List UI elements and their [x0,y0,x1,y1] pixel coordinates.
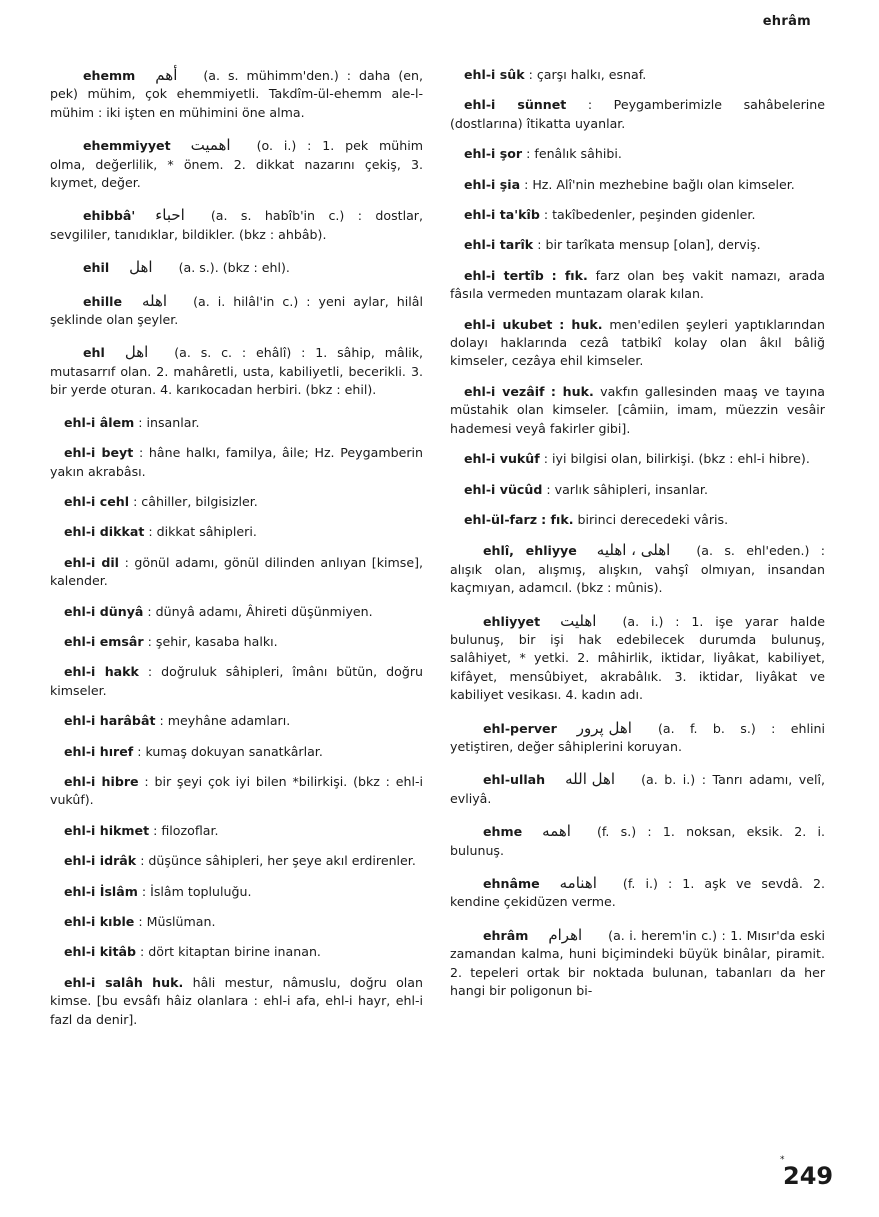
entry-definition: : gönül adamı, gönül dilinden anlıyan [kimse], kalender. [50,554,424,589]
entry-definition: : İslâm topluluğu. [141,883,252,899]
entry-headword: ehl-i tarîk [464,237,534,253]
entry-definition: (a. s.). (bkz : ehl). [178,260,290,276]
dictionary-entry [50,633,423,651]
dictionary-entry [450,926,825,1001]
dictionary-entry [450,511,825,529]
entry-definition: (f. s.) : 1. noksan, eksik. 2. i. bulunuş. [450,824,825,858]
entry-definition: : dikkat sâhipleri. [148,524,257,540]
entry-headword: ehl-i ukubet [464,316,553,332]
entry-definition: : çarşı halkı, esnaf. [528,67,647,82]
entry-headword: ehemm [83,68,136,83]
running-head: ehrâm [762,14,811,29]
entry-arabic-script: اهمه [542,822,571,841]
entry-domain-label: : huk. [550,383,594,399]
entry-arabic-script: اهل الله [565,770,616,789]
dictionary-entry [50,414,423,432]
dictionary-entry [50,493,423,511]
dictionary-entry [50,136,423,192]
entry-headword: ehl-i kitâb [64,944,136,960]
entry-definition: (a. s. habîb'in c.) : dostlar, sevgililer, tanıdıklar, bildikler. (bkz : ahbâb). [50,208,423,242]
entry-definition: : iyi bilgisi olan, bilirkişi. (bkz : ehl-i hibre). [543,451,810,467]
dictionary-entry [50,343,423,399]
entry-definition: : bir tarîkata mensup [olan], derviş. [537,237,761,253]
entry-headword: ehl-i sûk [464,67,525,82]
dictionary-entry [50,852,423,870]
entry-headword: ehibbâ' [83,208,136,224]
dictionary-entry [450,206,825,224]
entry-headword: ehl-i İslâm [64,883,138,899]
dictionary-entry [50,603,423,621]
dictionary-entry [450,874,825,912]
entry-definition: (a. i. hilâl'in c.) : yeni aylar, hilâl şeklinde olan şeyler. [50,293,423,328]
entry-definition: : doğruluk sâhipleri, îmânı bütün, doğru kimseler. [50,664,423,698]
entry-headword: ehl-i dil [64,554,119,570]
entry-headword: ehl-perver [483,720,557,736]
dictionary-entry [50,883,423,901]
dictionary-entry [50,444,423,481]
dictionary-entry [50,974,423,1029]
entry-headword: ehl-i hakk [64,664,139,680]
entry-definition: men'edilen şeyleri yaptıklarından dolayı haklarında cezâ tatbikî kolay olan âkıl bâliğ kimseler, cezâya ehil kimseler. [450,316,825,369]
entry-definition: : Müslüman. [138,914,216,929]
entry-definition: (a. s. mühimm'den.) : daha (en, pek) mühim, çok ehemmiyetli. Takdîm-ül-ehemm ale-l-mühim : iki işten en mühimini öne alma. [50,68,423,120]
entry-definition: (a. s. c. : ehâlî) : 1. sâhip, mâlik, mutasarrıf olan. 2. mahâretli, usta, kabiliyetli, becerikli. 3. bir yerde oturan. 4. karıkocadan herbiri. (bkz : ehil). [50,345,423,398]
entry-definition: birinci derecedeki vâris. [577,511,729,527]
entry-headword: ehl-i vücûd [464,481,543,497]
entry-headword: ehl-i vezâif [464,383,545,399]
dictionary-entry [450,66,825,84]
entry-definition: farz olan beş vakit namazı, arada fâsıla vermeden muntazam olarak kılan. [450,267,825,302]
entry-headword: ehrâm [483,927,529,943]
entry-arabic-script: اهرام [548,925,583,944]
dictionary-entry [450,822,825,860]
entry-arabic-script: احباء [155,206,185,225]
entry-definition: hâli mestur, nâmuslu, doğru olan kimse. [bu evsâfı hâiz olanlara : ehl-i afa, ehl-i hayr, ehl-i fazl da denir]. [50,974,423,1027]
dictionary-entry [50,712,423,730]
entry-definition: : insanlar. [138,414,200,430]
dictionary-entry [450,236,825,254]
entry-definition: vakfın gallesinden maaş ve tayına müstahik olan kimseler. [câmiin, imam, müezzin vesâir hademesi veyâ fakirler gibi]. [450,383,825,436]
entry-headword: ehl-i vukûf [464,451,540,467]
dictionary-entry [50,258,423,277]
entry-headword: ehl-i şor [464,146,523,162]
entry-headword: ehl-i idrâk [64,853,137,869]
entry-headword: ehl-i harâbât [64,713,156,729]
entry-definition: : Hz. Alî'nin mezhebine bağlı olan kimseler. [524,176,795,192]
dictionary-entry [50,773,423,810]
dictionary-entry [50,943,423,961]
entry-headword: ehemmiyyet [83,138,171,154]
right-column [450,66,825,1014]
entry-headword: ehl-i beyt [64,445,134,461]
entry-definition: (o. i.) : 1. pek mühim olma, değerlilik, * önem. 2. dikkat nazarını çekiş, 3. kıymet, değer. [50,138,423,191]
entry-domain-label: : huk. [559,316,603,332]
entry-arabic-script: أهم [155,66,178,84]
entry-definition: (a. s. ehl'eden.) : alışık olan, alışmış, alışkın, vahşî olmıyan, insandan kaçmıyan, adamcıl. (bkz : mûnis). [450,543,825,596]
entry-arabic-script: اهل [129,258,153,277]
entry-arabic-script: اهلى ، اهليه [596,541,671,560]
dictionary-entry [50,206,423,244]
entry-definition: : hâne halkı, familya, âile; Hz. Peygamberin yakın akrabâsı. [50,445,423,479]
dictionary-entry [50,523,423,541]
dictionary-entry [450,176,825,194]
entry-headword: ehlî, ehliyye [483,543,577,559]
entry-headword: ehl-i hikmet [64,822,150,838]
entry-headword: ehl-i emsâr [64,633,144,649]
entry-definition: : câhiller, bilgisizler. [133,493,258,509]
entry-definition: : varlık sâhipleri, insanlar. [546,481,708,497]
entry-headword: ehl-i sünnet [464,97,567,113]
entry-definition: (f. i.) : 1. aşk ve sevdâ. 2. kendine çekidüzen verme. [450,876,825,910]
dictionary-entry [50,913,423,931]
entry-headword: ehl-i dikkat [64,524,145,540]
entry-definition: (a. i. herem'in c.) : 1. Mısır'da eski zamandan kalma, huni biçimindeki büyük binâlar, piramit. 2. tepeleri ortak bir noktada bulunan, tabanları da her hangi bir poligonun bi- [450,927,825,999]
entry-definition: : şehir, kasaba halkı. [147,633,278,649]
dictionary-entry [50,292,423,330]
entry-definition: : bir şeyi çok iyi bilen *bilirkişi. (bkz : ehl-i vukûf). [50,773,423,808]
entry-headword: ehl-ül-farz [464,511,538,527]
entry-headword: ehl-i şia [464,176,521,192]
entry-definition: : kumaş dokuyan sanatkârlar. [137,743,323,759]
entry-definition: (a. b. i.) : Tanrı adamı, velî, evliyâ. [450,772,825,806]
entry-arabic-script: اهله [142,291,168,310]
left-column [50,66,423,1041]
dictionary-entry [450,612,825,705]
dictionary-entry [450,719,825,757]
entry-headword: ehl-i âlem [64,414,135,430]
dictionary-entry [450,541,825,597]
entry-headword: ehl-i hıref [64,743,134,759]
entry-definition: : dünyâ adamı, Âhireti düşünmiyen. [147,603,373,619]
dictionary-entry [450,267,825,304]
entry-arabic-script: اهنامه [559,874,597,892]
dictionary-entry [50,663,423,700]
dictionary-entry [450,145,825,163]
entry-headword: ehliyyet [483,613,541,629]
entry-arabic-script: اهليت [560,611,597,630]
entry-headword: ehl-i tertîb [464,267,544,283]
dictionary-entry [450,450,825,468]
entry-headword: ehme [483,824,523,840]
entry-definition: : Peygamberimizle sahâbelerine (dostlarına) îtikatta uyanlar. [450,97,825,131]
dictionary-entry [450,770,825,808]
entry-headword: ehl-i cehl [64,493,130,509]
dictionary-entry [50,66,423,122]
dictionary-entry [450,96,825,133]
entry-arabic-script: اهل [124,343,149,362]
dictionary-entry [450,316,825,371]
dictionary-entry [450,481,825,499]
entry-definition: : takîbedenler, peşinden gidenler. [543,207,756,223]
entry-domain-label: : fık. [551,267,588,283]
entry-headword: ehl-ullah [483,772,546,788]
entry-definition: (a. i.) : 1. işe yarar halde bulunuş, bir işi hak edebilecek durumda bulunuş, salâhiyet, * yetki. 2. mâhirlik, iktidar, liyâkat, kabiliyet, kifâyet, mensûbiyet, akrabâlık. 3. iktidar, liyâkat ve kabiliyet vesikası. 4. kadın adı. [450,613,825,703]
entry-headword: ehl-i salâh [64,974,143,990]
entry-definition: : meyhâne adamları. [159,713,291,729]
dictionary-entry [50,743,423,761]
entry-headword: ehl [83,345,105,361]
entry-definition: : düşünce sâhipleri, her şeye akıl erdirenler. [140,853,416,869]
entry-definition: : filozoflar. [153,822,219,838]
entry-definition: : fenâlık sâhibi. [526,146,622,162]
entry-headword: ehl-i ta'kîb [464,207,540,223]
entry-headword: ehille [83,293,122,309]
entry-headword: ehl-i kıble [64,914,135,929]
entry-arabic-script: اهل پرور [576,718,632,737]
entry-definition: (a. f. b. s.) : ehlini yetiştiren, değer sâhiplerini koruyan. [450,720,825,754]
entry-arabic-script: اهميت [190,136,231,155]
entry-domain-label: huk. [152,974,184,990]
dictionary-entry [450,383,825,438]
dictionary-entry [50,554,423,591]
entry-domain-label: : fık. [541,511,574,527]
entry-headword: ehl-i dünyâ [64,603,144,619]
dictionary-entry [50,822,423,840]
entry-headword: ehil [83,260,110,276]
page-number: 249 [783,1162,834,1190]
entry-headword: ehl-i hibre [64,773,139,789]
entry-headword: ehnâme [483,876,540,891]
entry-definition: : dört kitaptan birine inanan. [140,944,321,960]
page-mark: * [780,1155,785,1165]
